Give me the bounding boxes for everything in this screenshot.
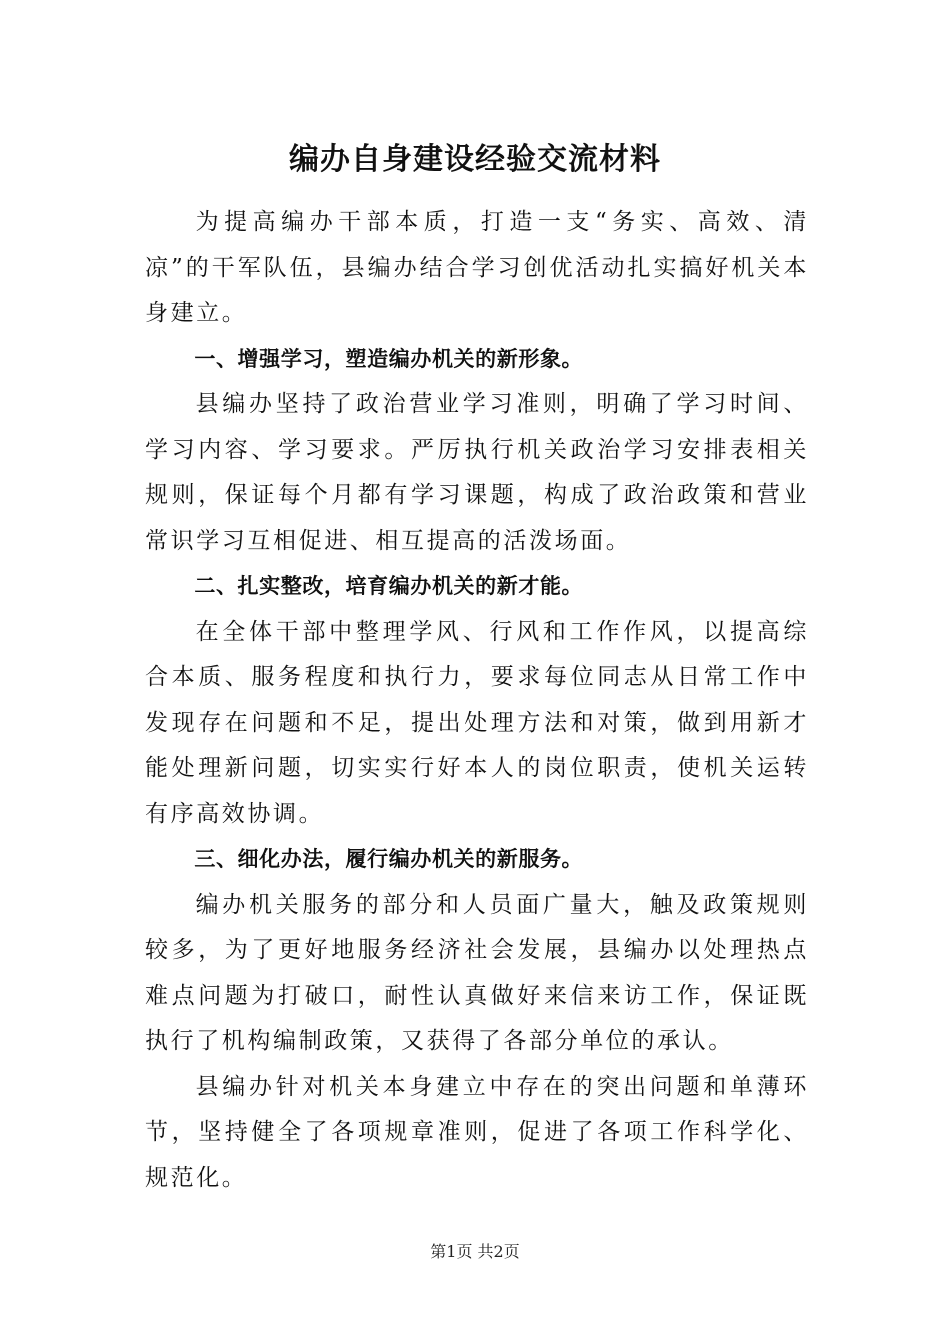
body-paragraph-closing: 县编办针对机关本身建立中存在的突出问题和单薄环节，坚持健全了各项规章准则，促进了各项工作科学化、规范化。 [145, 1073, 809, 1191]
body-paragraph-section-2: 在全体干部中整理学风、行风和工作作风，以提高综合本质、服务程度和执行力，要求每位同志从日常工作中发现存在问题和不足，提出处理方法和对策，做到用新才能处理新问题，切实实行好本人的岗位职责，使机关运转有序高效协调。 [145, 618, 809, 827]
document-title: 编办自身建设经验交流材料 [289, 142, 661, 177]
body-paragraph-intro: 为提高编办干部本质，打造一支“务实、高效、清凉”的干军队伍，县编办结合学习创优活动扎实搞好机关本身建立。 [145, 209, 809, 326]
body-paragraph-section-3: 编办机关服务的部分和人员面广量大，触及政策规则较多，为了更好地服务经济社会发展，县编办以处理热点难点问题为打破口，耐性认真做好来信来访工作，保证既执行了机构编制政策，又获得了各部分单位的承认。 [145, 891, 809, 1054]
document-body [145, 200, 809, 1201]
body-paragraph-section-1: 县编办坚持了政治营业学习准则，明确了学习时间、学习内容、学习要求。严厉执行机关政治学习安排表相关规则，保证每个月都有学习课题，构成了政治政策和营业常识学习互相促进、相互提高的活泼场面。 [145, 391, 809, 554]
section-heading-1: 一、增强学习，塑造编办机关的新形象。 [194, 346, 584, 371]
section-heading-3: 三、细化办法，履行编办机关的新服务。 [194, 847, 584, 871]
section-heading-2: 二、扎实整改，培育编办机关的新才能。 [194, 574, 584, 598]
page-number-footer: 第1页 共2页 [430, 1242, 520, 1261]
